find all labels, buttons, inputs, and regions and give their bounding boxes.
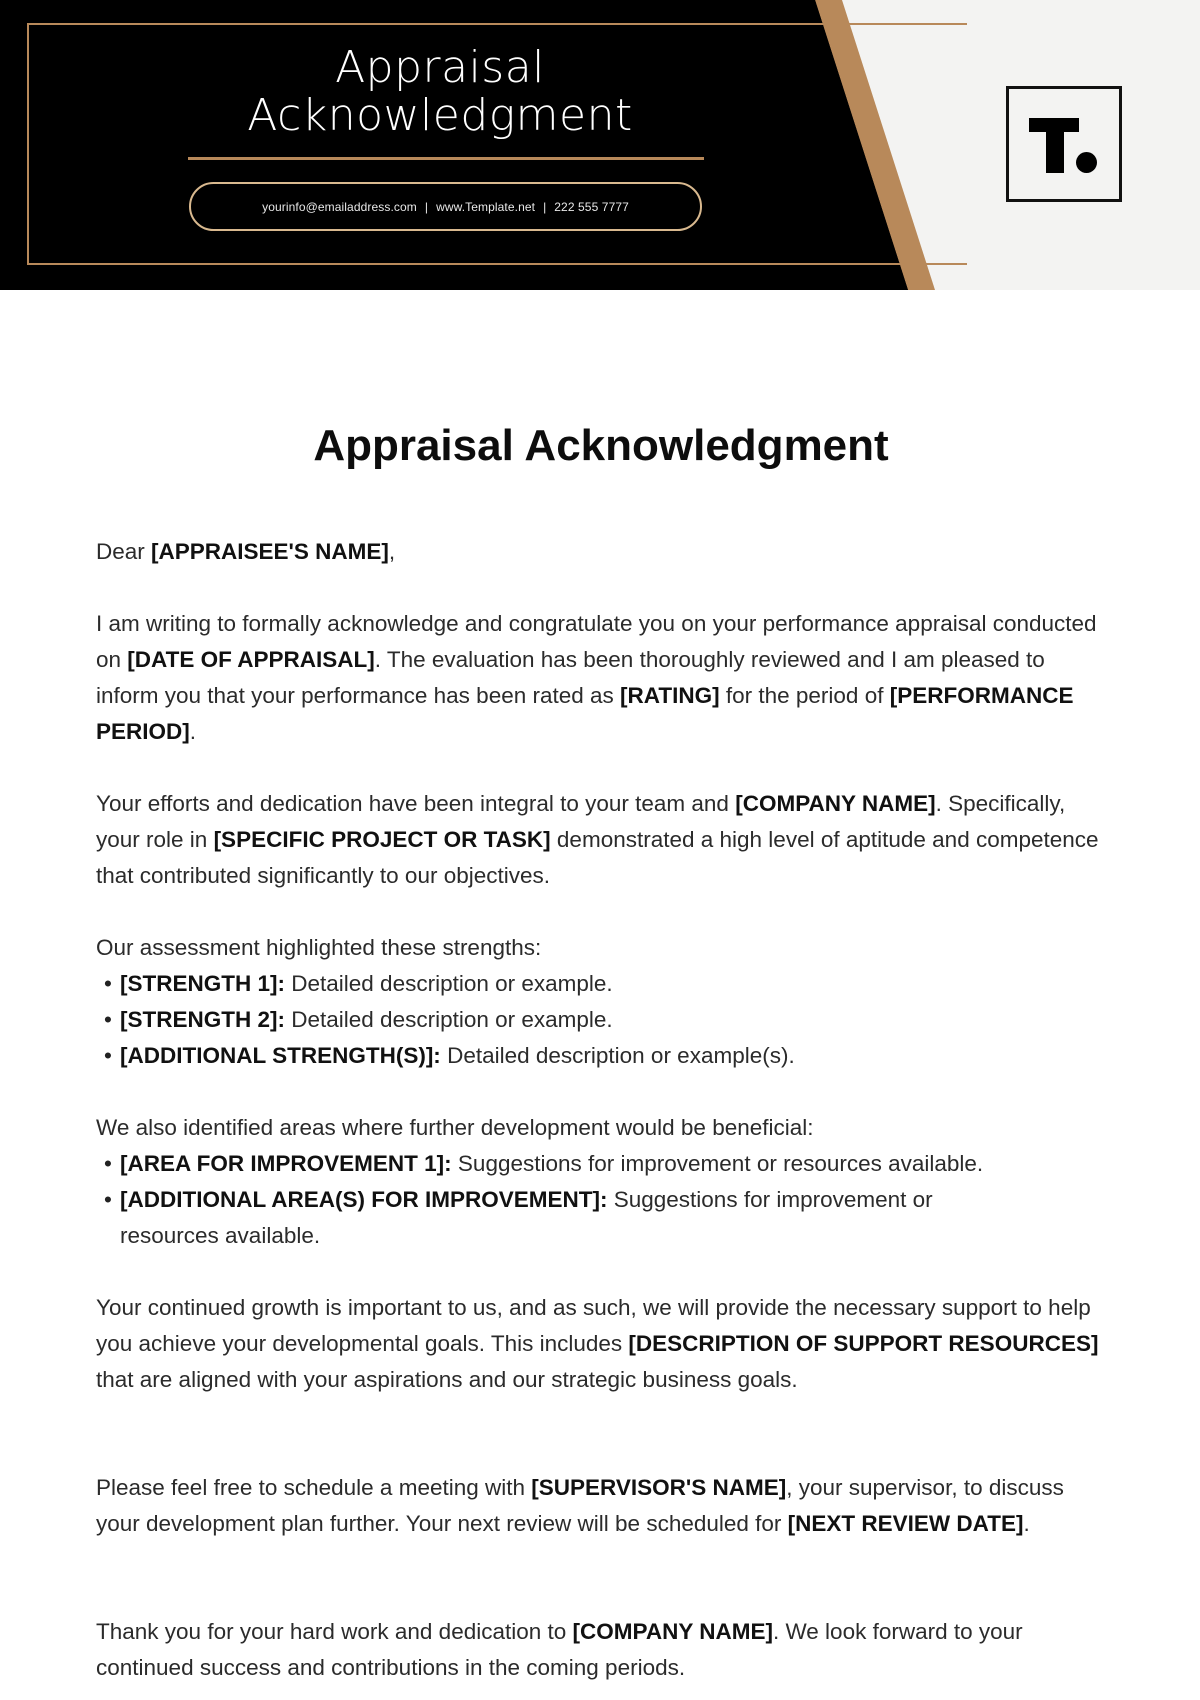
paragraph-meeting	[96, 1470, 1106, 1542]
header-title	[140, 44, 740, 140]
placeholder-company-name: [COMPANY NAME]	[735, 791, 936, 816]
salutation-prefix: Dear	[96, 539, 152, 564]
improvements-section	[96, 1110, 1106, 1254]
improvement-label: [ADDITIONAL AREA(S) FOR IMPROVEMENT]:	[120, 1187, 608, 1212]
contact-website[interactable]: www.Template.net	[436, 199, 536, 214]
improvements-list	[96, 1146, 1106, 1254]
text: Please feel free to schedule a meeting with	[96, 1475, 532, 1500]
placeholder-support-resources: [DESCRIPTION OF SUPPORT RESOURCES]	[628, 1331, 1099, 1356]
header-title-line1: Appraisal	[335, 42, 545, 93]
strength-text: Detailed description or example.	[285, 971, 613, 996]
improvement-text: Suggestions for improvement or resources available.	[451, 1151, 984, 1176]
text: .	[1023, 1511, 1030, 1536]
strength-label: [ADDITIONAL STRENGTH(S)]:	[120, 1043, 441, 1068]
paragraph-efforts	[96, 786, 1106, 894]
list-item	[96, 966, 1106, 1002]
paragraph-thanks	[96, 1614, 1106, 1686]
text: .	[189, 719, 197, 744]
contact-email[interactable]: yourinfo@emailaddress.com	[262, 199, 417, 214]
paragraph-appraisal	[96, 606, 1106, 750]
template-logo-icon	[1006, 86, 1122, 202]
strength-label: [STRENGTH 2]:	[120, 1007, 285, 1032]
placeholder-company-name: [COMPANY NAME]	[572, 1619, 773, 1644]
contact-separator: |	[543, 199, 547, 214]
strengths-intro: Our assessment highlighted these strengths:	[96, 935, 542, 960]
list-item	[96, 1038, 1106, 1074]
contact-pill	[189, 182, 702, 231]
placeholder-specific-project: [SPECIFIC PROJECT OR TASK]	[213, 827, 551, 852]
text: Your continued growth is important to us, and as such, we will provide the necessary support to help you achieve your developmental goals. This includes	[96, 1295, 1091, 1356]
list-item	[96, 1182, 1106, 1254]
salutation	[96, 534, 1106, 570]
text: I am writing to formally acknowledge and congratulate you on your performance appraisal conducted on	[96, 611, 1097, 672]
strength-text: Detailed description or example(s).	[440, 1043, 795, 1068]
text: Thank you for your hard work and dedication to	[96, 1619, 573, 1644]
placeholder-rating: [RATING]	[620, 683, 720, 708]
placeholder-date-of-appraisal: [DATE OF APPRAISAL]	[127, 647, 375, 672]
header-title-line2: Acknowledgment	[247, 90, 633, 141]
improvement-label: [AREA FOR IMPROVEMENT 1]:	[120, 1151, 452, 1176]
contact-phone: 222 555 7777	[554, 199, 629, 214]
text: . Specifically, your role in	[96, 791, 1066, 852]
list-item	[96, 1002, 1106, 1038]
salutation-suffix: ,	[388, 539, 396, 564]
strength-label: [STRENGTH 1]:	[120, 971, 285, 996]
improvements-intro: We also identified areas where further development would be beneficial:	[96, 1115, 814, 1140]
text: that are aligned with your aspirations and our strategic business goals.	[96, 1367, 798, 1392]
strengths-section	[96, 930, 1106, 1074]
logo-t-stem	[1046, 118, 1064, 173]
placeholder-next-review-date: [NEXT REVIEW DATE]	[787, 1511, 1024, 1536]
header-banner	[0, 0, 1200, 290]
text: Your efforts and dedication have been integral to your team and	[96, 791, 736, 816]
placeholder-appraisee-name: [APPRAISEE'S NAME]	[151, 539, 389, 564]
strength-text: Detailed description or example.	[285, 1007, 613, 1032]
paragraph-support	[96, 1290, 1106, 1398]
text: demonstrated a high level of aptitude and competence that contributed significantly to our objectives.	[96, 827, 1099, 888]
placeholder-supervisor-name: [SUPERVISOR'S NAME]	[531, 1475, 787, 1500]
placeholder-performance-period: [PERFORMANCE PERIOD]	[96, 683, 1074, 744]
logo-dot	[1076, 152, 1097, 173]
text: . We look forward to your continued success and contributions in the coming periods.	[96, 1619, 1023, 1680]
list-item	[96, 1146, 1106, 1182]
strengths-list	[96, 966, 1106, 1074]
contact-separator: |	[424, 199, 429, 214]
document-title: Appraisal Acknowledgment	[313, 421, 889, 470]
text: , your supervisor, to discuss your development plan further. Your next review will be scheduled for	[96, 1475, 1064, 1536]
text: for the period of	[719, 683, 890, 708]
text: . The evaluation has been thoroughly reviewed and I am pleased to inform you that your performance has been rated as	[96, 647, 1045, 708]
improvement-text: Suggestions for improvement or resources available.	[120, 1187, 933, 1248]
header-divider	[188, 157, 704, 160]
